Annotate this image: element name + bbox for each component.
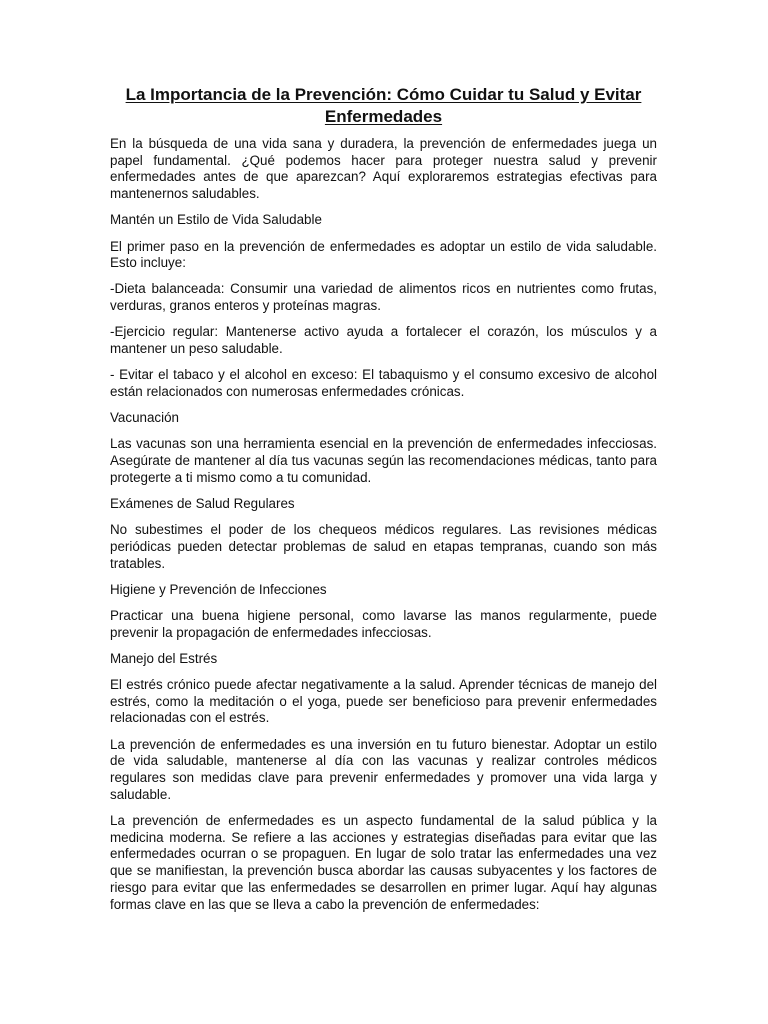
hygiene-paragraph: Practicar una buena higiene personal, como lavarse las manos regularmente, puede prevenir la propagación de enfermedades infecciosas. xyxy=(110,607,657,640)
section-heading-lifestyle: Mantén un Estilo de Vida Saludable xyxy=(110,212,322,228)
section-heading-vaccination: Vacunación xyxy=(110,410,179,426)
lifestyle-item-tobacco: - Evitar el tabaco y el alcohol en exceso: El tabaquismo y el consumo excesivo de alcohol están relacionados con numerosas enfermedades crónicas. xyxy=(110,367,657,399)
checkups-paragraph: No subestimes el poder de los chequeos médicos regulares. Las revisiones médicas periódicas pueden detectar problemas de salud en etapas tempranas, cuando son más tratables. xyxy=(110,522,657,571)
document-page xyxy=(110,84,657,923)
section-heading-hygiene: Higiene y Prevención de Infecciones xyxy=(110,581,327,597)
document-title: La Importancia de la Prevención: Cómo Cuidar tu Salud y Evitar Enfermedades xyxy=(125,85,642,126)
section-heading-checkups: Exámenes de Salud Regulares xyxy=(110,495,295,511)
public-health-paragraph: La prevención de enfermedades es un aspecto fundamental de la salud pública y la medicina moderna. Se refiere a las acciones y estrategias diseñadas para evitar que las enfermedades ocurran o se propaguen. En lugar de solo tratar las enfermedades una vez que se manifiestan, la prevención busca abordar las causas subyacentes y los factores de riesgo para evitar que las enfermedades se desarrollen en primer lugar. Aquí hay algunas formas clave en las que se lleva a cabo la prevención de enfermedades: xyxy=(110,813,657,912)
intro-paragraph: En la búsqueda de una vida sana y duradera, la prevención de enfermedades juega un papel fundamental. ¿Qué podemos hacer para proteger nuestra salud y prevenir enfermedades antes de que aparezcan? Aquí exploraremos estrategias efectivas para mantenernos saludables. xyxy=(110,136,657,202)
conclusion-paragraph: La prevención de enfermedades es una inversión en tu futuro bienestar. Adoptar un estilo de vida saludable, mantenerse al día con las vacunas y realizar controles médicos regulares son medidas clave para prevenir enfermedades y promover una vida larga y saludable. xyxy=(110,736,657,802)
section-heading-stress: Manejo del Estrés xyxy=(110,650,218,666)
lifestyle-paragraph: El primer paso en la prevención de enfermedades es adoptar un estilo de vida saludable. Esto incluye: xyxy=(110,238,657,271)
stress-paragraph: El estrés crónico puede afectar negativamente a la salud. Aprender técnicas de manejo del estrés, como la meditación o el yoga, puede ser beneficioso para prevenir enfermedades relacionadas con el estrés. xyxy=(110,677,657,726)
lifestyle-item-diet: -Dieta balanceada: Consumir una variedad de alimentos ricos en nutrientes como frutas, verduras, granos enteros y proteínas magras. xyxy=(110,281,657,314)
lifestyle-item-exercise: -Ejercicio regular: Mantenerse activo ayuda a fortalecer el corazón, los músculos y a mantener un peso saludable. xyxy=(110,324,657,357)
vaccination-paragraph: Las vacunas son una herramienta esencial en la prevención de enfermedades infecciosas. Asegúrate de mantener al día tus vacunas según las recomendaciones médicas, tanto para protegerte a ti mismo como a tu comunidad. xyxy=(110,436,657,485)
